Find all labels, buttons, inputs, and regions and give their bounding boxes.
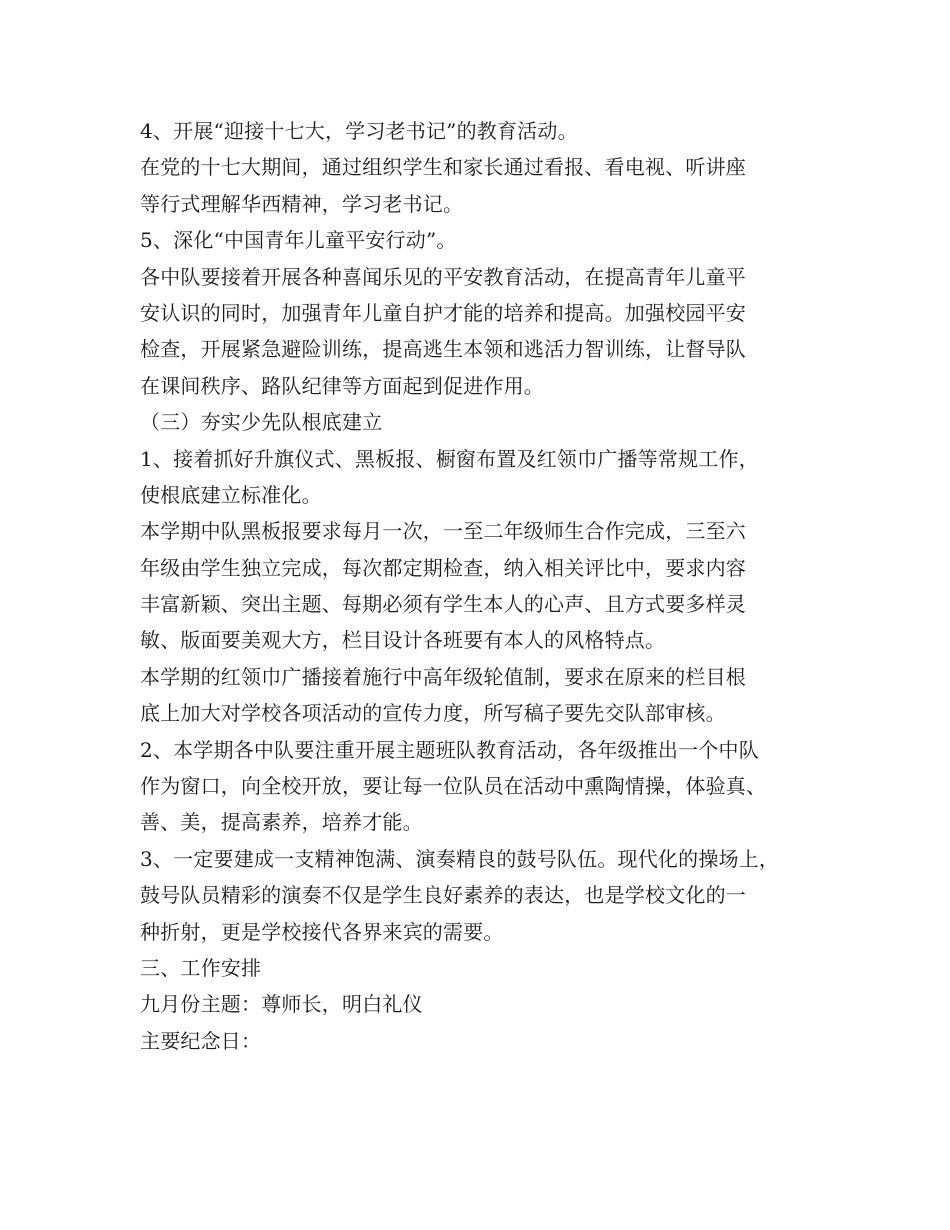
text-line: 九月份主题：尊师长，明白礼仪	[140, 992, 423, 1017]
text-line: 在党的十七大期间，通过组织学生和家长通过看报、看电视、听讲座	[140, 155, 746, 180]
text-line: 作为窗口，向全校开放，要让每一位队员在活动中熏陶情操，体验真、	[140, 774, 767, 799]
text-line: 2、本学期各中队要注重开展主题班队教育活动，各年级推出一个中队	[140, 737, 759, 762]
text-line: 种折射，更是学校接代各界来宾的需要。	[140, 919, 504, 944]
text-line: 5、深化“中国青年儿童平安行动”。	[140, 228, 457, 253]
text-line: 各中队要接着开展各种喜闻乐见的平安教育活动，在提高青年儿童平	[140, 264, 746, 289]
text-line: 1、接着抓好升旗仪式、黑板报、橱窗布置及红领巾广播等常规工作，	[140, 446, 759, 471]
text-line: 底上加大对学校各项活动的宣传力度，所写稿子要先交队部审核。	[140, 701, 726, 726]
text-line: 安认识的同时，加强青年儿童自护才能的培养和提高。加强校园平安	[140, 300, 746, 325]
text-line: 本学期的红领巾广播接着施行中高年级轮值制，要求在原来的栏目根	[140, 664, 746, 689]
text-line: 在课间秩序、路队纪律等方面起到促进作用。	[140, 373, 544, 398]
section-heading: 三、工作安排	[140, 955, 262, 980]
text-line: 主要纪念日：	[140, 1028, 262, 1053]
text-line: 丰富新颖、突出主题、每期必须有学生本人的心声、且方式要多样灵	[140, 592, 746, 617]
text-line: 3、一定要建成一支精神饱满、演奏精良的鼓号队伍。现代化的操场上，	[140, 846, 780, 871]
text-line: 善、美，提高素养，培养才能。	[140, 810, 423, 835]
text-line: 本学期中队黑板报要求每月一次，一至二年级师生合作完成，三至六	[140, 519, 746, 544]
text-line: 4、开展“迎接十七大，学习老书记”的教育活动。	[140, 119, 578, 143]
text-line: 鼓号队员精彩的演奏不仅是学生良好素养的表达，也是学校文化的一	[140, 883, 746, 908]
document-body	[140, 113, 830, 1059]
text-line: 使根底建立标准化。	[140, 482, 322, 507]
text-line: 检查，开展紧急避险训练，提高逃生本领和逃活力智训练，让督导队	[140, 337, 746, 362]
text-line: 等行式理解华西精神，学习老书记。	[140, 191, 464, 216]
section-heading: （三）夯实少先队根底建立	[140, 410, 383, 435]
text-line: 年级由学生独立完成，每次都定期检查，纳入相关评比中，要求内容	[140, 555, 746, 580]
text-line: 敏、版面要美观大方，栏目设计各班要有本人的风格特点。	[140, 628, 666, 653]
